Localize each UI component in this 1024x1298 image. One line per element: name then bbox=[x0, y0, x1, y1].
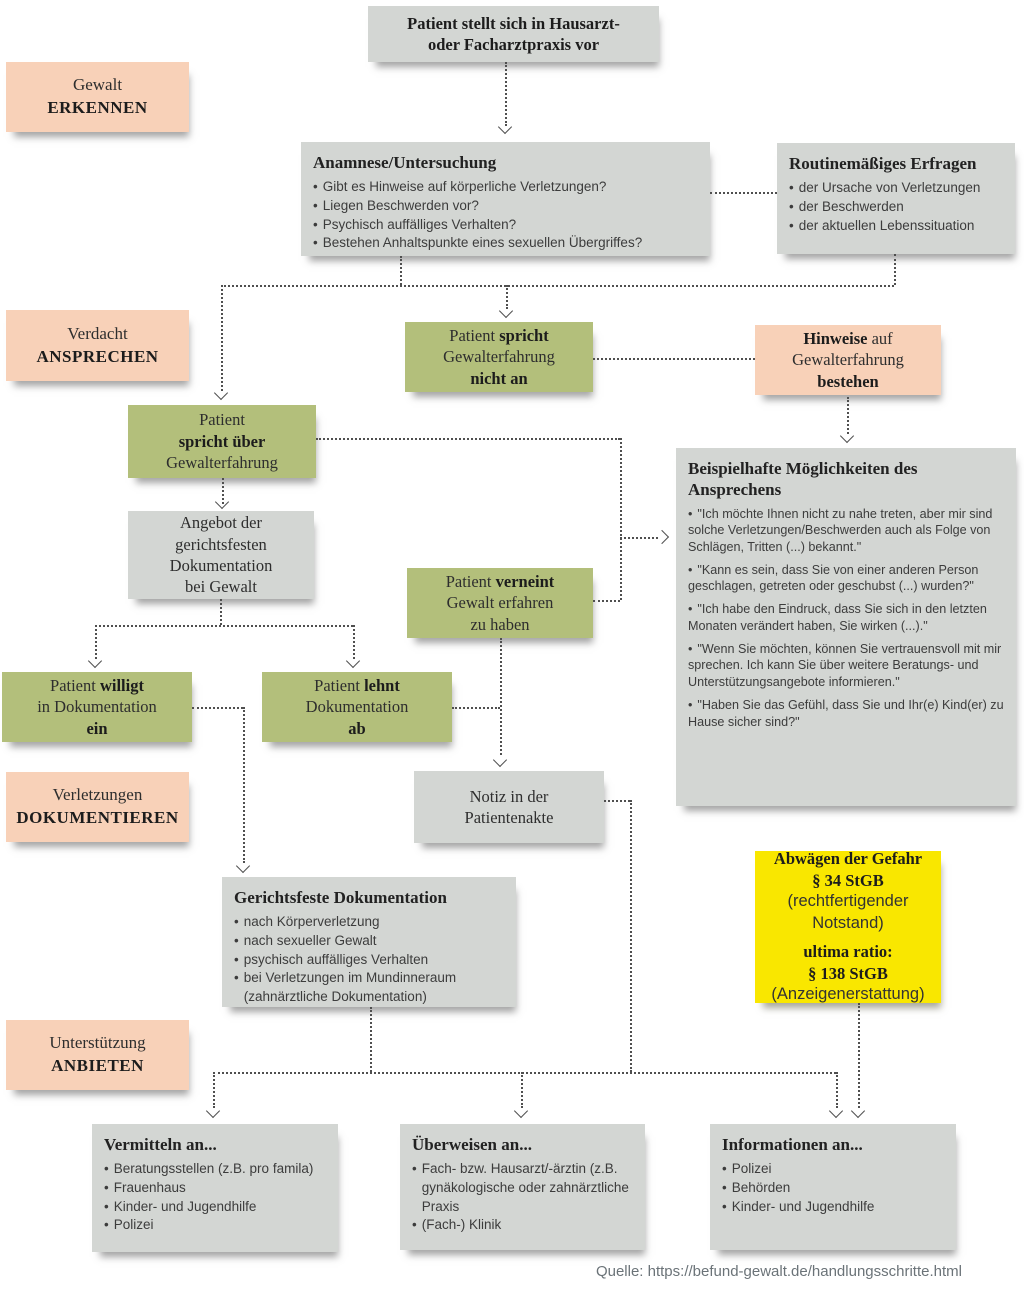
bullet-glyph: • bbox=[722, 1161, 727, 1177]
text-line: Dokumentation bbox=[305, 697, 409, 717]
list-item: • bei Verletzungen im Mundinneraum (zahnärztliche Dokumentation) bbox=[234, 969, 504, 1006]
list-item: • Liegen Beschwerden vor? bbox=[313, 197, 698, 216]
connector-nicht-an-hinweise bbox=[593, 358, 755, 360]
arrow-down-icon bbox=[851, 1104, 865, 1118]
bullet-glyph: • bbox=[313, 179, 318, 195]
text-line: Patientenakte bbox=[464, 808, 554, 827]
text-line: (rechtfertigender bbox=[787, 892, 909, 911]
text-line: spricht über bbox=[178, 431, 266, 451]
bullet-glyph: • bbox=[688, 506, 693, 521]
connector-branch-line bbox=[221, 285, 894, 287]
connector-start-anamnese bbox=[505, 62, 507, 126]
text-line: Gewalt erfahren bbox=[446, 593, 554, 613]
connector-zu-beispiele bbox=[620, 537, 658, 539]
text-line: gerichtsfesten bbox=[175, 534, 267, 554]
connector-notiz-rechts bbox=[604, 800, 630, 802]
bullet-glyph: • bbox=[722, 1179, 727, 1195]
list-item: • psychisch auffälliges Verhalten bbox=[234, 951, 504, 970]
text-line: Patient verneint bbox=[445, 571, 555, 591]
list-item: • nach sexueller Gewalt bbox=[234, 932, 504, 951]
connector-angebot-split bbox=[220, 599, 222, 625]
node-spricht-ueber bbox=[128, 405, 316, 478]
connector-split-line bbox=[95, 625, 353, 627]
arrow-down-icon bbox=[840, 429, 854, 443]
node-abwaegen-gefahr bbox=[755, 851, 941, 1003]
list-item: • der Ursache von Verletzungen bbox=[789, 179, 1003, 198]
connector-gefahr-informationen bbox=[858, 1003, 860, 1108]
arrow-down-icon bbox=[214, 386, 228, 400]
connector-verteiler-ueberweisen bbox=[521, 1072, 523, 1108]
stage-label-dokumentieren: Verletzungen DOKUMENTIEREN bbox=[6, 772, 189, 842]
list-item: • "Kann es sein, dass Sie von einer anderen Person geschlagen, getreten oder geschubst (...) wurden?" bbox=[688, 562, 979, 594]
node-spricht-nicht-an bbox=[405, 322, 593, 392]
node-routine-erfragen bbox=[777, 143, 1015, 254]
list-item: • "Ich möchte Ihnen nicht zu nahe treten, aber mir sind solche Verletzungen/Beschwerden auch als Folge von Schlägen, Tritten (...) bekannt." bbox=[688, 506, 993, 554]
text-line: ultima ratio: bbox=[803, 942, 893, 962]
list-item: • Bestehen Anhaltspunkte eines sexuellen Übergriffes? bbox=[313, 234, 698, 253]
bullet-glyph: • bbox=[234, 970, 239, 986]
bullet-glyph: • bbox=[688, 602, 693, 617]
text-line: (Anzeigenerstattung) bbox=[771, 985, 925, 1004]
node-ueberweisen-an bbox=[400, 1124, 645, 1250]
arrow-down-icon bbox=[829, 1104, 843, 1118]
arrow-down-icon bbox=[493, 753, 507, 767]
connector-verteiler-line bbox=[213, 1072, 836, 1074]
list-item: • Polizei bbox=[104, 1216, 326, 1235]
connector-verneint-rechts bbox=[593, 600, 620, 602]
connector-willigt-rechts bbox=[192, 707, 243, 709]
list-item: • Kinder- und Jugendhilfe bbox=[104, 1198, 326, 1217]
bullet-glyph: • bbox=[688, 641, 693, 656]
bullet-glyph: • bbox=[313, 197, 318, 213]
list-item: • der aktuellen Lebenssituation bbox=[789, 217, 1003, 236]
connector-willigt-gerichtsfest bbox=[243, 707, 245, 863]
list-item: • der Beschwerden bbox=[789, 198, 1003, 217]
text-line: Gewalterfahrung bbox=[792, 350, 904, 370]
node-title: Überweisen an... bbox=[412, 1135, 532, 1154]
arrow-down-icon bbox=[498, 120, 512, 134]
bullet-glyph: • bbox=[313, 235, 318, 251]
text-line: Gewalterfahrung bbox=[166, 453, 278, 473]
list-item: • "Wenn Sie möchten, können Sie vertrauensvoll mit mir sprechen. Ich kann Sie über weitere Beratungs- und Unterstützungsangebote informieren." bbox=[688, 641, 1002, 690]
arrow-down-icon bbox=[206, 1104, 220, 1118]
list-item: • Gibt es Hinweise auf körperliche Verletzungen? bbox=[313, 178, 698, 197]
connector-spricht-ueber-rechts bbox=[316, 438, 620, 440]
node-gerichtsfeste-dokumentation bbox=[222, 877, 516, 1007]
node-lehnt-ab bbox=[262, 672, 452, 742]
list-item: • nach Körperverletzung bbox=[234, 913, 504, 932]
node-title: Gerichtsfeste Dokumentation bbox=[234, 888, 447, 907]
stage-label-anbieten: Unterstützung ANBIETEN bbox=[6, 1020, 189, 1090]
text-line: Dokumentation bbox=[169, 556, 273, 575]
node-title: Informationen an... bbox=[722, 1135, 863, 1154]
stage-label-erkennen: Gewalt ERKENNEN bbox=[6, 62, 189, 132]
arrow-right-icon bbox=[655, 530, 669, 544]
text-line: Patient spricht bbox=[449, 325, 549, 345]
node-title: Vermitteln an... bbox=[104, 1135, 217, 1154]
list-item: • "Haben Sie das Gefühl, dass Sie und Ihr(e) Kind(er) zu Hause sicher sind?" bbox=[688, 697, 1004, 729]
bullet-glyph: • bbox=[234, 932, 239, 948]
bullet-glyph: • bbox=[313, 216, 318, 232]
node-notiz-patientenakte bbox=[414, 771, 604, 843]
text-line: Patient stellt sich in Hausarzt- bbox=[407, 13, 620, 33]
source-credit: Quelle: https://befund-gewalt.de/handlungsschritte.html bbox=[595, 1263, 962, 1280]
text-line: bestehen bbox=[817, 371, 879, 391]
node-start bbox=[368, 6, 659, 62]
node-title: Beispielhafte Möglichkeiten des Ansprechens bbox=[688, 459, 918, 500]
connector-lehnt-rechts bbox=[452, 707, 500, 709]
text-line: Patient lehnt bbox=[314, 675, 400, 695]
list-item: • Behörden bbox=[722, 1179, 944, 1198]
node-anamnese bbox=[301, 142, 710, 256]
list-item: • "Ich habe den Eindruck, dass Sie sich in den letzten Monaten verändert haben, Sie wirken (...)." bbox=[688, 602, 987, 633]
bullet-glyph: • bbox=[789, 198, 794, 214]
text-line: ein bbox=[86, 718, 108, 738]
bullet-glyph: • bbox=[104, 1198, 109, 1214]
list-item: • Frauenhaus bbox=[104, 1179, 326, 1198]
text-line: Patient willigt bbox=[50, 675, 144, 695]
connector-verneint-notiz bbox=[500, 638, 502, 755]
arrow-down-icon bbox=[236, 859, 250, 873]
stage-label-ansprechen: Verdacht ANSPRECHEN bbox=[6, 310, 189, 381]
node-hinweise-bestehen bbox=[755, 325, 941, 395]
text-line: Notiz in der bbox=[469, 786, 549, 806]
bullet-glyph: • bbox=[104, 1179, 109, 1195]
text-line: Patient bbox=[199, 410, 245, 430]
node-beispielhafte-moeglichkeiten bbox=[676, 448, 1016, 806]
text-line: § 138 StGB bbox=[808, 963, 888, 983]
bullet-glyph: • bbox=[104, 1161, 109, 1177]
arrow-down-icon bbox=[499, 304, 513, 318]
connector-sammel-vertikal bbox=[620, 438, 622, 600]
bullet-glyph: • bbox=[234, 914, 239, 930]
connector-anamnese-branch bbox=[400, 256, 402, 285]
list-item: • Kinder- und Jugendhilfe bbox=[722, 1198, 944, 1217]
arrow-down-icon bbox=[88, 654, 102, 668]
bullet-glyph: • bbox=[688, 562, 693, 577]
node-verneint-gewalt bbox=[407, 568, 593, 638]
text-line: Hinweise auf bbox=[803, 328, 893, 348]
connector-verteiler-informationen bbox=[836, 1072, 838, 1108]
text-line: ab bbox=[348, 718, 366, 738]
text-line: zu haben bbox=[470, 614, 530, 634]
list-item: • Beratungsstellen (z.B. pro famila) bbox=[104, 1160, 326, 1179]
connector-notiz-verteiler bbox=[630, 800, 632, 1072]
text-line: Abwägen der Gefahr bbox=[773, 849, 923, 869]
list-item: • Fach- bzw. Hausarzt/-ärztin (z.B. gynäkologische oder zahnärztliche Praxis bbox=[412, 1160, 633, 1216]
text-line: oder Facharztpraxis vor bbox=[427, 35, 600, 54]
bullet-glyph: • bbox=[688, 697, 693, 712]
bullet-glyph: • bbox=[412, 1161, 417, 1177]
connector-verteiler-vermitteln bbox=[213, 1072, 215, 1108]
node-informationen-an bbox=[710, 1124, 956, 1250]
node-vermitteln-an bbox=[92, 1124, 338, 1252]
bullet-glyph: • bbox=[789, 180, 794, 196]
list-item: • (Fach-) Klinik bbox=[412, 1216, 633, 1235]
connector-routine-branch bbox=[894, 254, 896, 285]
text-line: bei Gewalt bbox=[185, 577, 257, 597]
node-title: Routinemäßiges Erfragen bbox=[789, 154, 977, 173]
list-item: • Psychisch auffälliges Verhalten? bbox=[313, 216, 698, 235]
text-line: in Dokumentation bbox=[37, 697, 157, 717]
text-line: Angebot der bbox=[179, 513, 263, 533]
arrow-down-icon bbox=[514, 1104, 528, 1118]
list-item: • Polizei bbox=[722, 1160, 944, 1179]
bullet-glyph: • bbox=[234, 951, 239, 967]
connector-branch-spricht-ueber bbox=[221, 285, 223, 391]
arrow-down-icon bbox=[215, 495, 229, 509]
arrow-down-icon bbox=[346, 654, 360, 668]
connector-gerichtsfest-verteiler bbox=[370, 1007, 372, 1072]
bullet-glyph: • bbox=[722, 1198, 727, 1214]
bullet-glyph: • bbox=[789, 217, 794, 233]
node-title: Anamnese/Untersuchung bbox=[313, 153, 497, 172]
text-line: § 34 StGB bbox=[812, 870, 884, 890]
connector-anamnese-routine bbox=[710, 192, 777, 194]
text-line: nicht an bbox=[470, 368, 528, 388]
bullet-glyph: • bbox=[412, 1217, 417, 1233]
node-willigt-ein bbox=[2, 672, 192, 742]
node-angebot-dokumentation bbox=[128, 511, 314, 599]
text-line: Gewalterfahrung bbox=[443, 347, 555, 367]
bullet-glyph: • bbox=[104, 1217, 109, 1233]
text-line: Notstand) bbox=[812, 913, 884, 932]
